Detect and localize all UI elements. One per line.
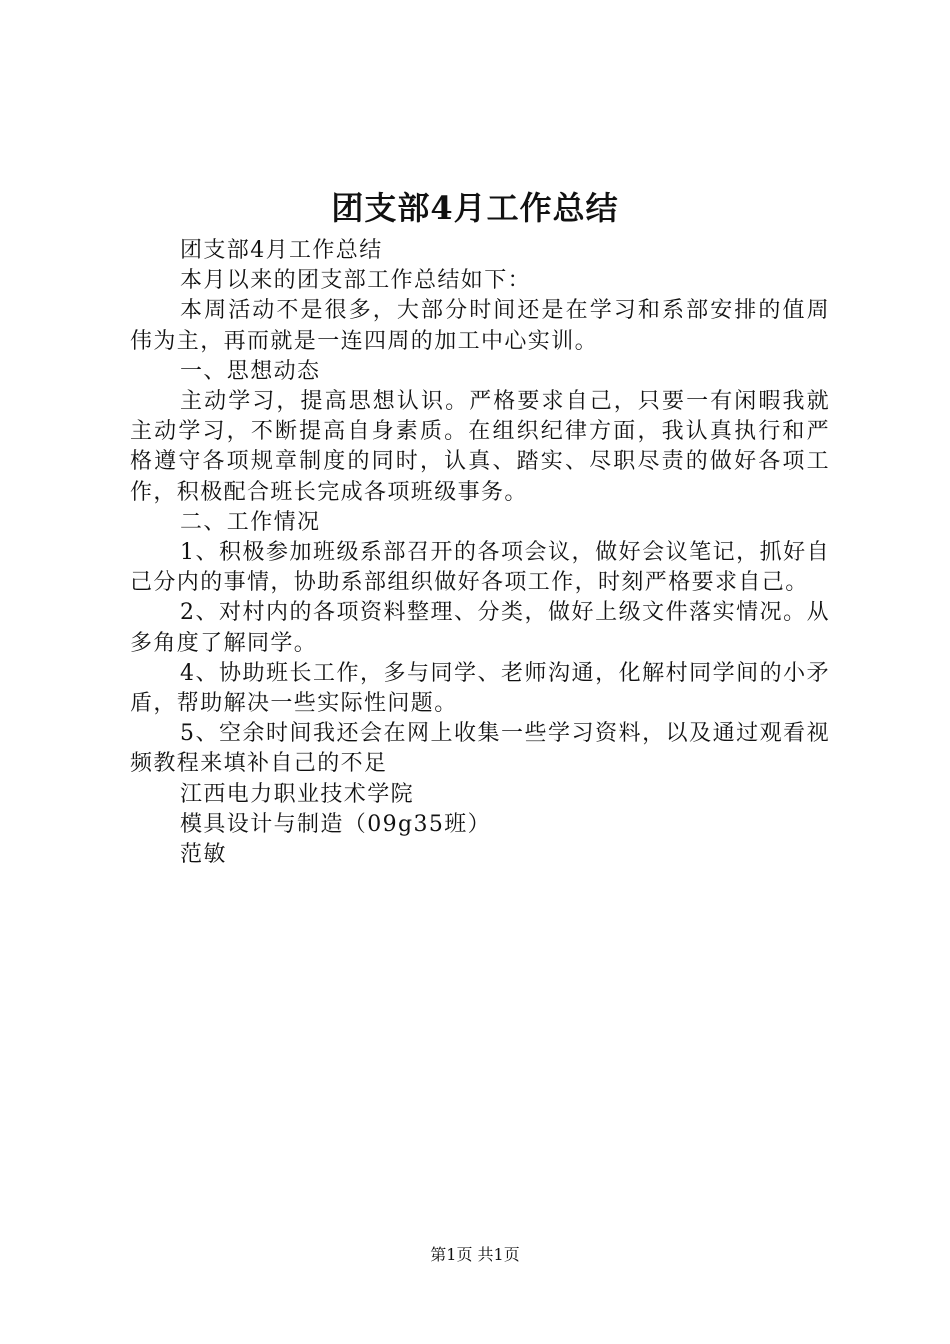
paragraph-work-item-2: 2、对村内的各项资料整理、分类，做好上级文件落实情况。从多角度了解同学。 [130, 600, 830, 656]
document-title: 团支部4月工作总结 [331, 189, 619, 227]
document-body [130, 236, 830, 870]
signature-school: 江西电力职业技术学院 [180, 781, 415, 807]
paragraph-work-item-5: 5、空余时间我还会在网上收集一些学习资料，以及通过观看视频教程来填补自己的不足 [130, 721, 830, 777]
section-heading-work: 二、工作情况 [180, 509, 321, 535]
section-heading-thoughts: 一、思想动态 [180, 358, 321, 384]
page-footer: 第1页 共1页 [430, 1245, 520, 1264]
paragraph-work-item-4: 4、协助班长工作，多与同学、老师沟通，化解村同学间的小矛盾，帮助解决一些实际性问题。 [130, 660, 830, 717]
signature-author: 范敏 [180, 842, 227, 868]
paragraph-heading-repeat: 团支部4月工作总结 [180, 238, 383, 263]
paragraph-thoughts: 主动学习，提高思想认识。严格要求自己，只要一有闲暇我就主动学习，不断提高自身素质。在组织纪律方面，我认真执行和严格遵守各项规章制度的同时，认真、踏实、尽职尽责的做好各项工作，积极配合班长完成各项班级事务。 [130, 389, 830, 505]
paragraph-work-item-1: 1、积极参加班级系部召开的各项会议，做好会议笔记，抓好自己分内的事情，协助系部组织做好各项工作，时刻严格要求自己。 [130, 540, 830, 596]
signature-class: 模具设计与制造（09g35班） [180, 811, 492, 837]
paragraph-intro: 本月以来的团支部工作总结如下： [180, 268, 532, 294]
paragraph-overview: 本周活动不是很多，大部分时间还是在学习和系部安排的值周伟为主，再而就是一连四周的加工中心实训。 [130, 298, 830, 354]
